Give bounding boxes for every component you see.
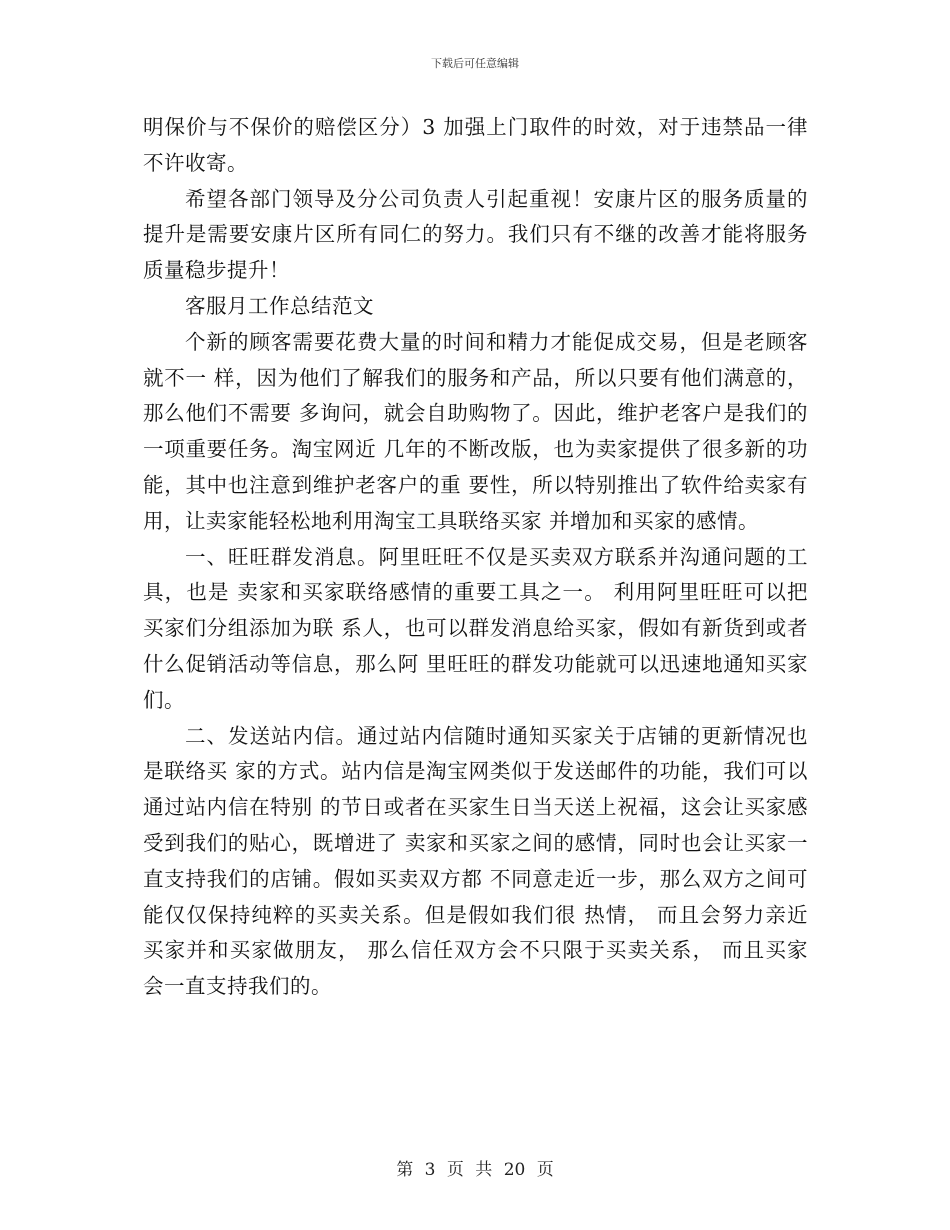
section-title: 客服月工作总结范文 [185,293,374,318]
paragraph-intro: 个新的顾客需要花费大量的时间和精力才能促成交易，但是老顾客就不一 样，因为他们了解我们的服务和产品，所以只要有他们满意的，那么他们不需要 多询问，就会自助购物了。因此，维护老客户是我们的一项重要任务。淘宝网近 几年的不断改版，也为卖家提供了很多新的功能，其中也注意到维护老客户的重 要性，所以特别推出了软件给卖家有用，让卖家能轻松地利用淘宝工具联络买家 并增加和买家的感情。 [143,329,808,533]
paragraph-appeal: 希望各部门领导及分公司负责人引起重视！安康片区的服务质量的提升是需要安康片区所有同仁的努力。我们只有不继的改善才能将服务质量稳步提升！ [143,186,808,283]
paragraph-continuation: 明保价与不保价的赔偿区分）3 加强上门取件的时效，对于违禁品一律不许收寄。 [143,115,808,175]
paragraph-wangwang: 一、旺旺群发消息。阿里旺旺不仅是买卖双方联系并沟通问题的工具，也是 卖家和买家联络感情的重要工具之一。 利用阿里旺旺可以把买家们分组添加为联 系人，也可以群发消息给买家，假如有新货到或者什么促销活动等信息，那么阿 里旺旺的群发功能就可以迅速地通知买家们。 [143,544,808,712]
document-body [143,110,808,1005]
page-header-note: 下载后可任意编辑 [431,57,519,70]
page-number: 第 3 页 共 20 页 [396,1160,554,1180]
paragraph-site-message: 二、发送站内信。通过站内信随时通知买家关于店铺的更新情况也是联络买 家的方式。站内信是淘宝网类似于发送邮件的功能，我们可以通过站内信在特别 的节日或者在买家生日当天送上祝福，这会让买家感受到我们的贴心，既增进了 卖家和买家之间的感情，同时也会让买家一直支持我们的店铺。假如买卖双方都 不同意走近一步，那么双方之间可能仅仅保持纯粹的买卖关系。但是假如我们很 热情， 而且会努力亲近买家并和买家做朋友， 那么信任双方会不只限于买卖关系， 而且买家会一直支持我们的。 [143,723,808,999]
